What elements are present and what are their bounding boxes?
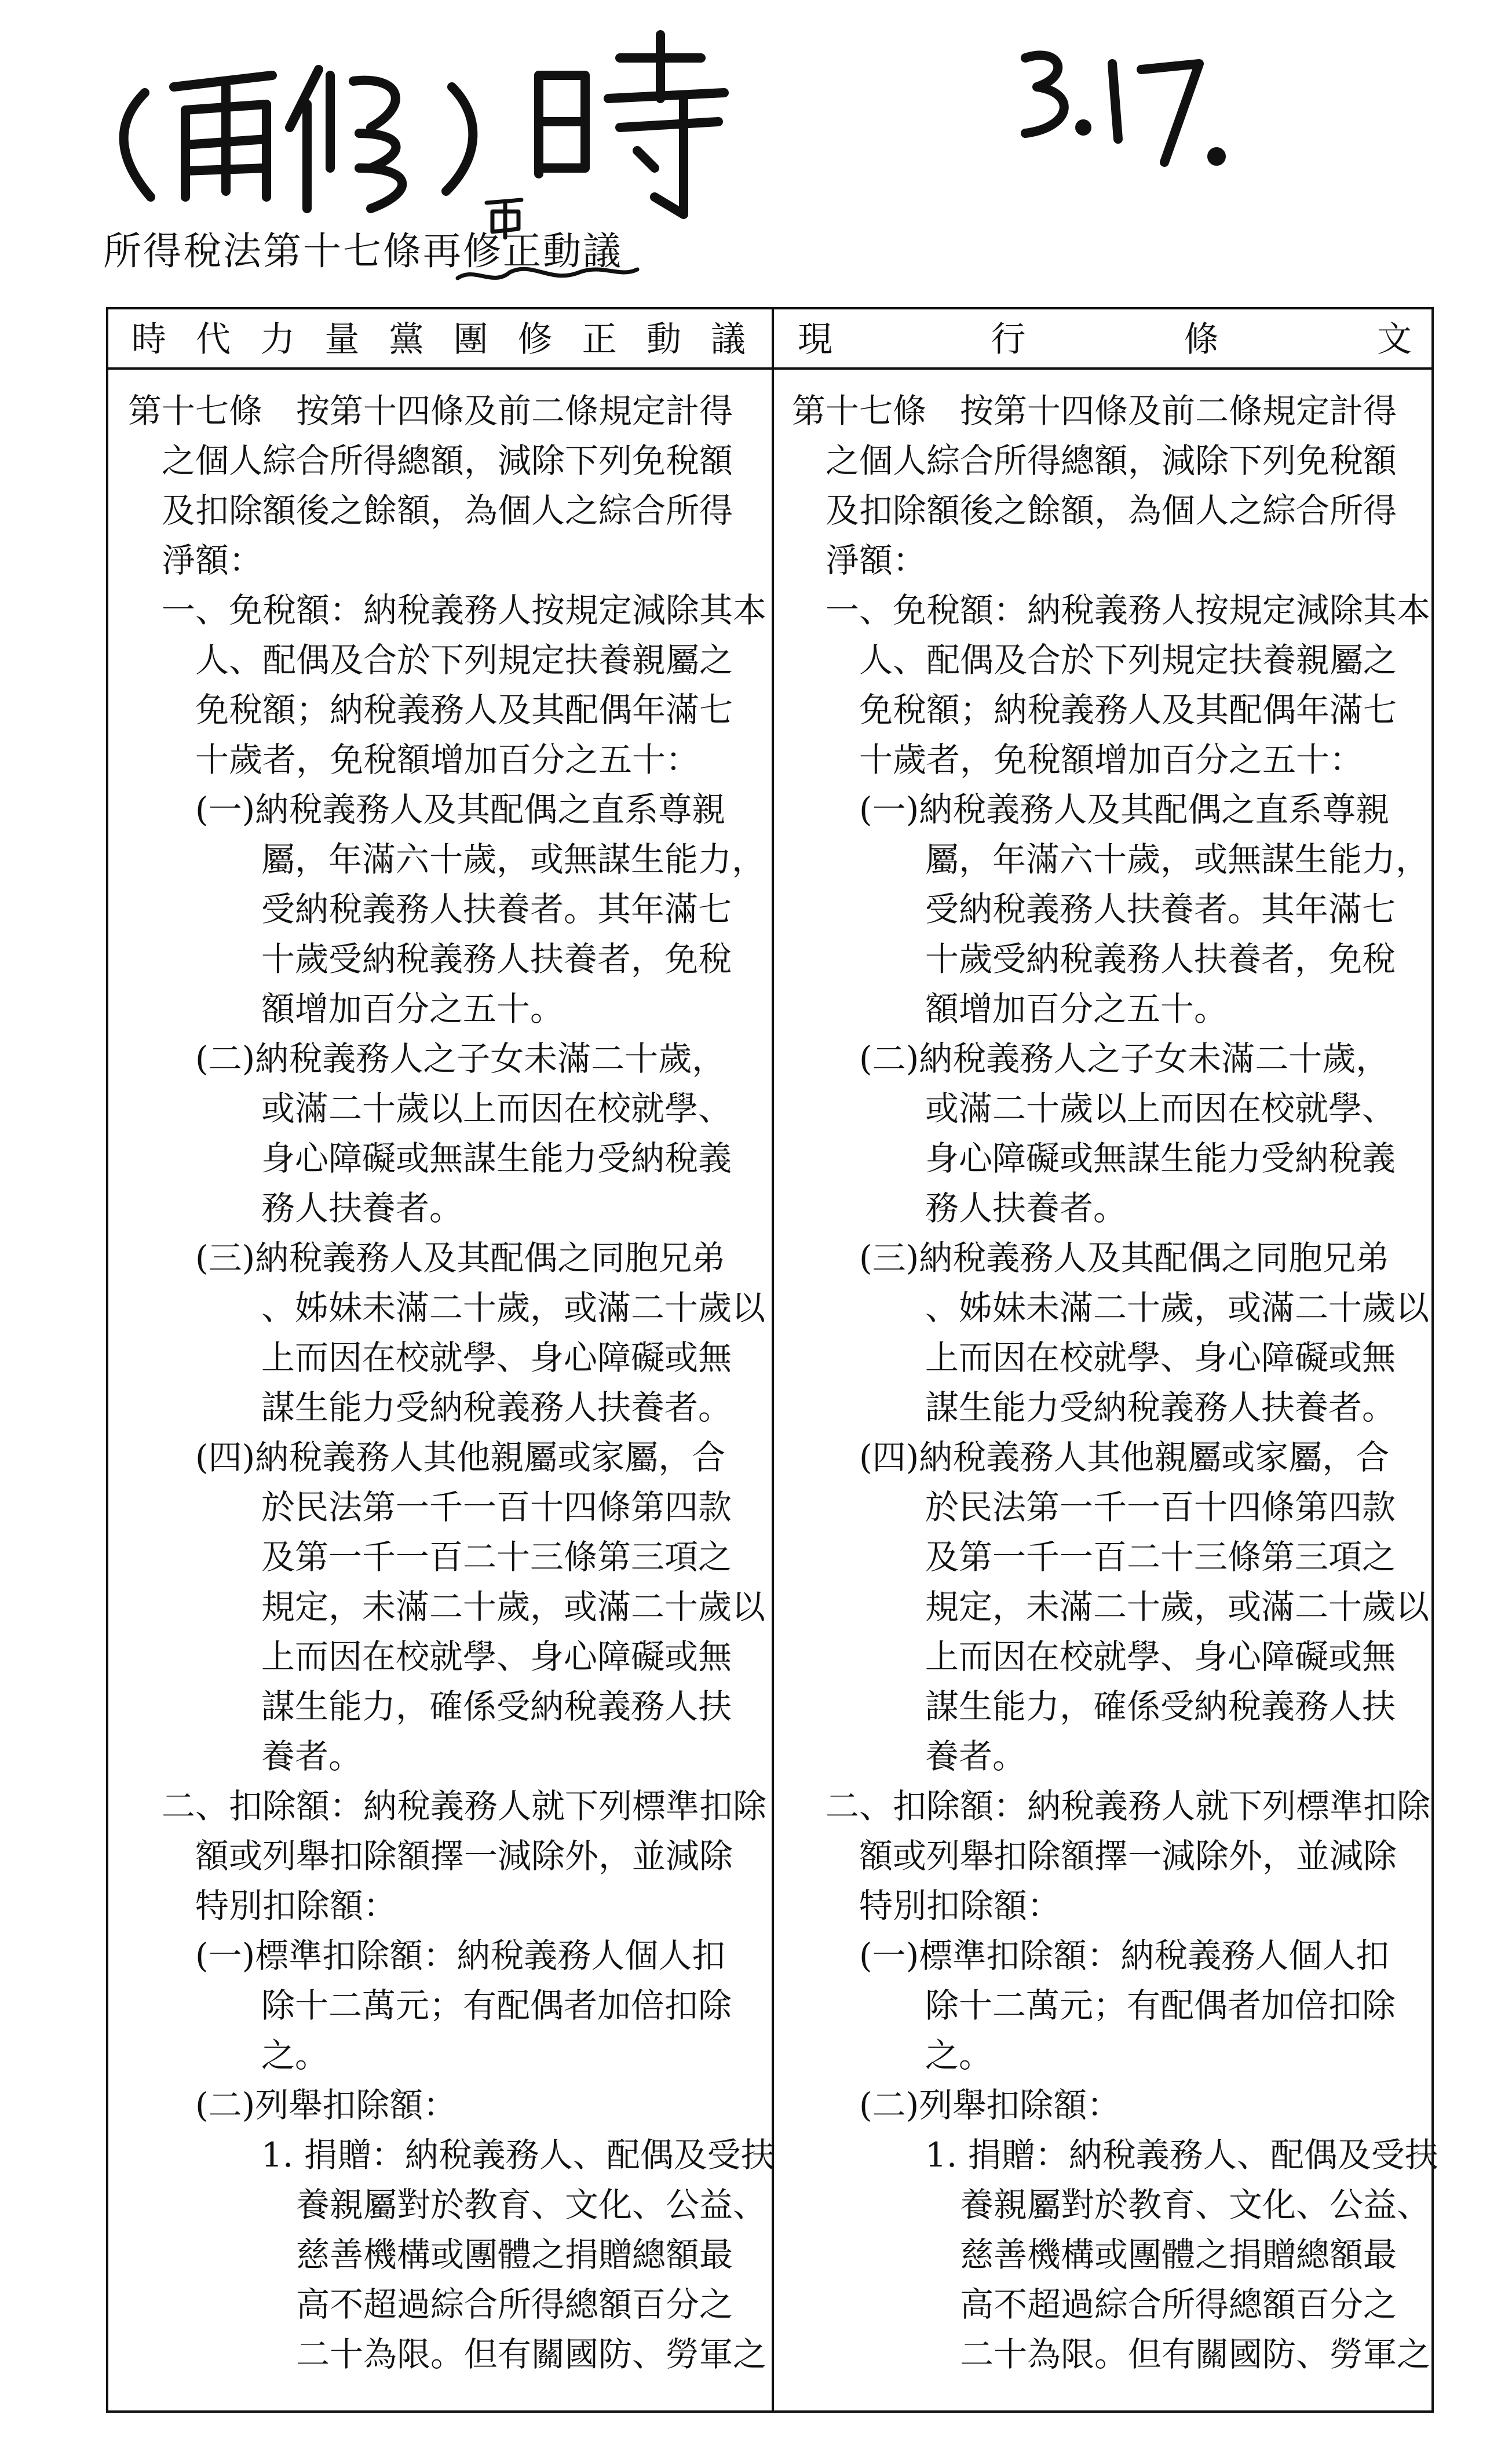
text-line: 規定，未滿二十歲，或滿二十歲以 [261, 1587, 766, 1626]
text-line: (一)納稅義務人及其配偶之直系尊親 [859, 790, 1390, 829]
text-line: 規定，未滿二十歲，或滿二十歲以 [925, 1587, 1430, 1626]
text-line: 一、免稅額：納稅義務人按規定減除其本 [162, 590, 767, 630]
text-line: (一)納稅義務人及其配偶之直系尊親 [195, 790, 726, 829]
header-char: 黨 [389, 319, 424, 360]
column-divider [772, 309, 774, 2410]
text-line: 高不超過綜合所得總額百分之 [960, 2285, 1397, 2324]
text-line: 十歲受納稅義務人扶養者，免稅 [261, 939, 732, 979]
header-char: 力 [260, 319, 295, 360]
left-column-header [132, 316, 746, 363]
text-line: 務人扶養者。 [261, 1188, 463, 1228]
text-line: 二、扣除額：納稅義務人就下列標準扣除 [162, 1786, 767, 1826]
text-line: 身心障礙或無謀生能力受納稅義 [925, 1139, 1396, 1178]
text-line: 淨額： [826, 541, 927, 580]
text-line: (一)標準扣除額：納稅義務人個人扣 [859, 1936, 1390, 1975]
header-char: 議 [710, 319, 746, 360]
text-line: (二)列舉扣除額： [859, 2085, 1121, 2125]
text-line: 於民法第一千一百十四條第四款 [925, 1487, 1396, 1527]
text-line: 額或列舉扣除額擇一減除外，並減除 [195, 1836, 733, 1876]
text-line: 及第一千一百二十三條第三項之 [925, 1537, 1396, 1577]
text-line: 免稅額；納稅義務人及其配偶年滿七 [195, 690, 733, 730]
text-line: 1. 捐贈：納稅義務人、配偶及受扶 [925, 2135, 1438, 2175]
text-line: 上而因在校就學、身心障礙或無 [261, 1338, 732, 1377]
header-char: 正 [582, 319, 617, 360]
text-line: 額或列舉扣除額擇一減除外，並減除 [859, 1836, 1397, 1876]
header-char: 條 [1184, 319, 1219, 360]
right-column-header [798, 316, 1412, 363]
text-line: 謀生能力受納稅義務人扶養者。 [925, 1388, 1396, 1427]
text-line: (二)納稅義務人之子女未滿二十歲， [859, 1039, 1390, 1078]
text-line: 人、配偶及合於下列規定扶養親屬之 [859, 640, 1397, 680]
text-line: 受納稅義務人扶養者。其年滿七 [925, 889, 1396, 929]
text-line: 十歲者，免稅額增加百分之五十： [195, 740, 700, 779]
text-line: 之個人綜合所得總額，減除下列免稅額 [162, 441, 733, 480]
text-line: 十歲受納稅義務人扶養者，免稅 [925, 939, 1396, 979]
text-line: 人、配偶及合於下列規定扶養親屬之 [195, 640, 733, 680]
header-char: 修 [517, 319, 553, 360]
text-line: 及扣除額後之餘額，為個人之綜合所得 [826, 491, 1397, 530]
text-line: 之。 [925, 2036, 993, 2075]
text-line: 慈善機構或團體之捐贈總額最 [960, 2235, 1397, 2274]
text-line: 上而因在校就學、身心障礙或無 [925, 1637, 1396, 1676]
text-line: (二)納稅義務人之子女未滿二十歲， [195, 1039, 726, 1078]
text-line: 額增加百分之五十。 [925, 989, 1228, 1028]
document-title: 所得稅法第十七條再修正動議 [103, 229, 623, 273]
header-char: 現 [798, 319, 832, 360]
text-line: 及扣除額後之餘額，為個人之綜合所得 [162, 491, 733, 530]
text-line: 於民法第一千一百十四條第四款 [261, 1487, 732, 1527]
text-line: 二十為限。但有關國防、勞軍之 [296, 2335, 767, 2374]
text-line: (一)標準扣除額：納稅義務人個人扣 [195, 1936, 726, 1975]
handwritten-note [98, 23, 1257, 220]
text-line: 養者。 [261, 1737, 363, 1776]
text-line: 養親屬對於教育、文化、公益、 [296, 2185, 767, 2224]
text-line: 慈善機構或團體之捐贈總額最 [296, 2235, 733, 2274]
header-char: 團 [453, 319, 488, 360]
text-line: (四)納稅義務人其他親屬或家屬，合 [195, 1438, 726, 1477]
text-line: 淨額： [162, 541, 263, 580]
text-line: 謀生能力，確係受納稅義務人扶 [925, 1687, 1396, 1726]
header-char: 動 [646, 319, 681, 360]
header-char: 時 [132, 319, 166, 360]
text-line: 特別扣除額： [195, 1886, 397, 1925]
text-line: 屬，年滿六十歲，或無謀生能力， [261, 840, 766, 879]
header-char: 行 [991, 319, 1026, 360]
text-line: 養親屬對於教育、文化、公益、 [960, 2185, 1431, 2224]
text-line: (三)納稅義務人及其配偶之同胞兄弟 [859, 1238, 1390, 1278]
header-rule [108, 367, 1431, 370]
title-handwritten-mark [452, 191, 643, 290]
text-line: 一、免稅額：納稅義務人按規定減除其本 [826, 590, 1431, 630]
text-line: 除十二萬元；有配偶者加倍扣除 [261, 1986, 732, 2025]
text-line: 謀生能力，確係受納稅義務人扶 [261, 1687, 732, 1726]
text-line: 十歲者，免稅額增加百分之五十： [859, 740, 1364, 779]
text-line: 或滿二十歲以上而因在校就學、 [925, 1089, 1396, 1128]
text-line: 上而因在校就學、身心障礙或無 [261, 1637, 732, 1676]
text-line: 除十二萬元；有配偶者加倍扣除 [925, 1986, 1396, 2025]
text-line: 上而因在校就學、身心障礙或無 [925, 1338, 1396, 1377]
text-line: 高不超過綜合所得總額百分之 [296, 2285, 733, 2324]
header-char: 量 [324, 319, 360, 360]
text-line: 、姊妹未滿二十歲，或滿二十歲以 [261, 1288, 766, 1327]
text-line: 二十為限。但有關國防、勞軍之 [960, 2335, 1431, 2374]
text-line: 第十七條 按第十四條及前二條規定計得 [128, 391, 733, 431]
header-char: 代 [196, 319, 231, 360]
text-line: 務人扶養者。 [925, 1188, 1127, 1228]
text-line: 養者。 [925, 1737, 1027, 1776]
text-line: 額增加百分之五十。 [261, 989, 564, 1028]
text-line: 二、扣除額：納稅義務人就下列標準扣除 [826, 1786, 1431, 1826]
comparison-table [106, 307, 1438, 2413]
left-column-text [128, 386, 775, 2379]
text-line: (三)納稅義務人及其配偶之同胞兄弟 [195, 1238, 726, 1278]
text-line: (四)納稅義務人其他親屬或家屬，合 [859, 1438, 1390, 1477]
text-line: 屬，年滿六十歲，或無謀生能力， [925, 840, 1430, 879]
text-line: 謀生能力受納稅義務人扶養者。 [261, 1388, 732, 1427]
text-line: 身心障礙或無謀生能力受納稅義 [261, 1139, 732, 1178]
header-char: 文 [1376, 319, 1412, 360]
text-line: 特別扣除額： [859, 1886, 1061, 1925]
text-line: 受納稅義務人扶養者。其年滿七 [261, 889, 732, 929]
text-line: 之個人綜合所得總額，減除下列免稅額 [826, 441, 1397, 480]
right-column-text [792, 386, 1438, 2379]
text-line: (二)列舉扣除額： [195, 2085, 457, 2125]
text-line: 第十七條 按第十四條及前二條規定計得 [792, 391, 1397, 431]
text-line: 之。 [261, 2036, 329, 2075]
text-line: 或滿二十歲以上而因在校就學、 [261, 1089, 732, 1128]
text-line: 免稅額；納稅義務人及其配偶年滿七 [859, 690, 1397, 730]
text-line: 、姊妹未滿二十歲，或滿二十歲以 [925, 1288, 1430, 1327]
text-line: 1. 捐贈：納稅義務人、配偶及受扶 [261, 2135, 775, 2175]
text-line: 及第一千一百二十三條第三項之 [261, 1537, 732, 1577]
